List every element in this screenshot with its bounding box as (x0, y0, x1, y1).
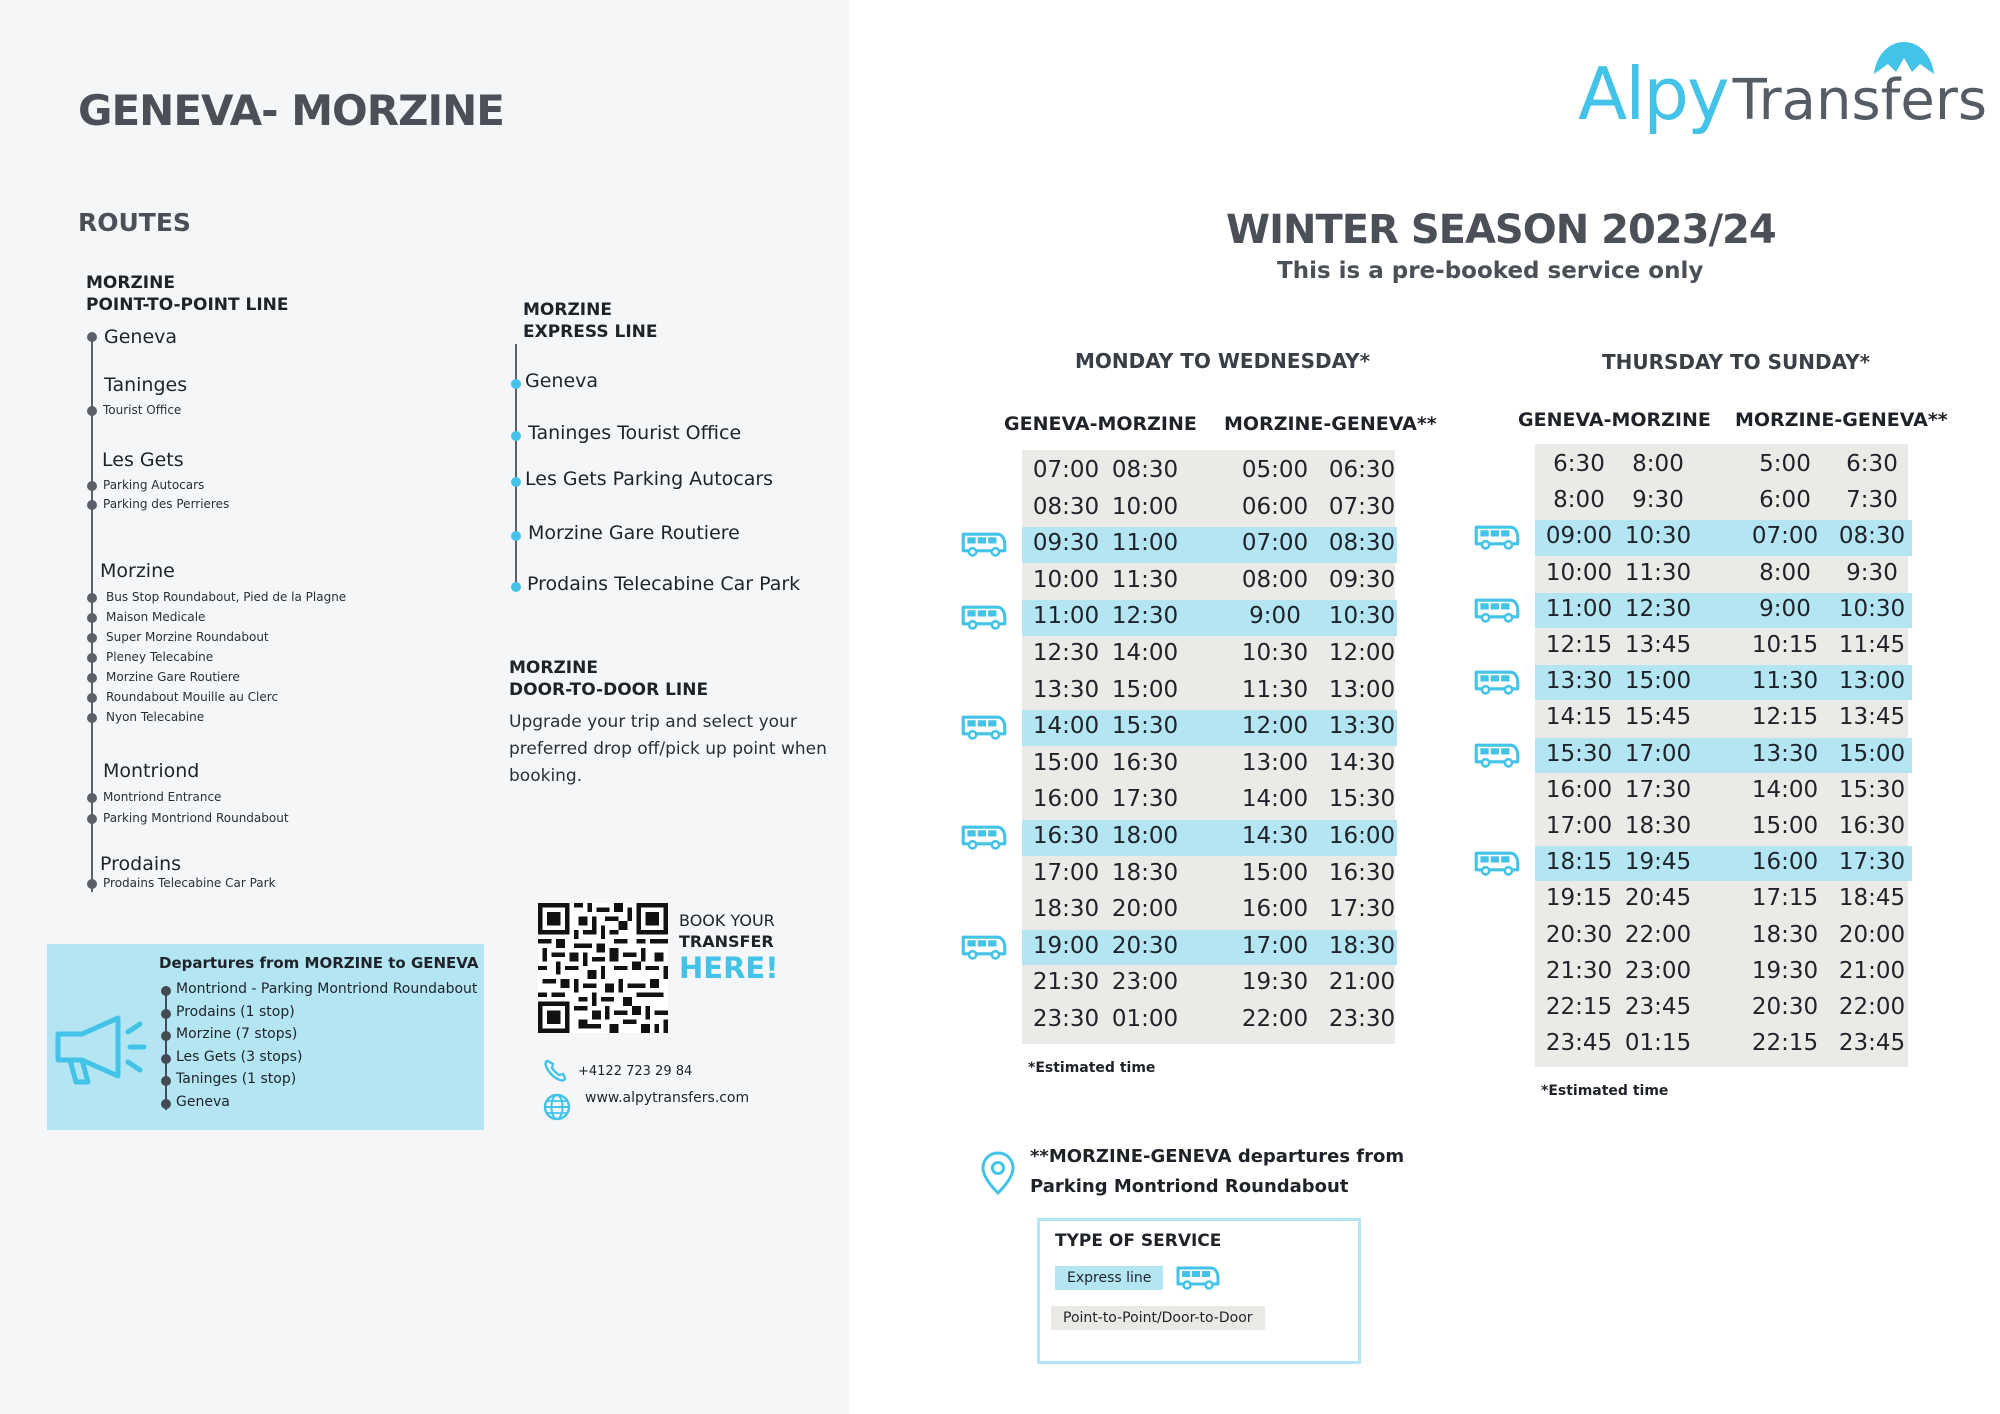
time-cell: 12:30 (1111, 603, 1179, 630)
d2d-title-line2: DOOR-TO-DOOR LINE (509, 680, 709, 700)
time-cell: 16:30 (1838, 813, 1906, 839)
time-cell: 08:00 (1241, 566, 1309, 593)
time-cell: 21:00 (1838, 957, 1906, 984)
p2p-stop-morzine: Morzine (100, 560, 175, 582)
departure-dot (161, 986, 171, 996)
p2p-line-title (86, 272, 289, 316)
time-cell: 08:30 (1838, 523, 1906, 550)
departure-item: Taninges (1 stop) (176, 1071, 297, 1087)
time-cell: 23:00 (1624, 957, 1692, 984)
route-dot (87, 332, 97, 342)
time-cell: 23:45 (1838, 1030, 1906, 1057)
time-cell: 6:00 (1759, 487, 1811, 514)
time-cell: 07:30 (1328, 493, 1396, 520)
time-cell: 13:00 (1838, 668, 1906, 695)
time-cell: 14:30 (1328, 749, 1396, 776)
montriond-departure-note (1030, 1142, 1404, 1202)
phone-icon (543, 1058, 569, 1088)
time-cell: 10:30 (1624, 523, 1692, 550)
timetable-row (1535, 448, 1912, 483)
timetable-row (1535, 701, 1912, 736)
time-cell: 17:30 (1328, 896, 1396, 923)
express-bus-icon (1473, 668, 1521, 699)
time-cell: 13:30 (1032, 676, 1100, 703)
time-cell: 19:00 (1032, 932, 1100, 959)
book-label-line1: BOOK YOUR (679, 911, 775, 930)
time-cell: 10:30 (1838, 595, 1906, 622)
time-cell: 15:00 (1032, 749, 1100, 776)
time-cell: 19:45 (1624, 849, 1692, 876)
p2p-substop: Tourist Office (103, 403, 182, 417)
timetable-row (1535, 629, 1912, 664)
time-cell: 18:30 (1111, 859, 1179, 886)
time-cell: 11:00 (1111, 530, 1179, 557)
schedule-days-heading: THURSDAY TO SUNDAY* (1602, 350, 1871, 374)
express-row (1535, 846, 1912, 881)
time-cell: 23:00 (1111, 969, 1179, 996)
timetable-row (1535, 919, 1912, 954)
express-bus-icon (1175, 1264, 1221, 1294)
route-dot (87, 793, 97, 803)
season-subtitle: This is a pre-booked service only (1277, 258, 1704, 284)
time-cell: 12:15 (1751, 704, 1819, 731)
estimated-time-note: *Estimated time (1028, 1059, 1156, 1076)
p2p-stop-les-gets: Les Gets (102, 449, 184, 471)
website-link[interactable]: www.alpytransfers.com (585, 1090, 750, 1106)
time-cell: 17:30 (1111, 786, 1179, 813)
express-stop: Prodains Telecabine Car Park (527, 573, 801, 595)
time-cell: 14:30 (1241, 823, 1309, 849)
time-cell: 16:30 (1328, 859, 1396, 886)
time-cell: 11:30 (1751, 668, 1819, 695)
time-cell: 10:00 (1032, 566, 1100, 593)
phone-number[interactable]: +4122 723 29 84 (578, 1064, 693, 1079)
time-cell: 12:00 (1328, 640, 1396, 666)
p2p-substop: Roundabout Mouille au Clerc (106, 690, 279, 704)
time-cell: 19:30 (1241, 969, 1309, 996)
time-cell: 18:30 (1624, 813, 1692, 839)
departure-dot (161, 1076, 171, 1086)
megaphone-icon (52, 1010, 148, 1092)
departure-item: Prodains (1 stop) (176, 1003, 295, 1020)
d2d-description: Upgrade your trip and select your preferred drop off/pick up point when booking. (509, 712, 827, 786)
express-bus-icon (1473, 523, 1521, 554)
column-geneva-morzine: GENEVA-MORZINE (1518, 409, 1711, 431)
time-cell: 22:00 (1241, 1006, 1309, 1032)
time-cell: 12:00 (1241, 713, 1309, 740)
time-cell: 17:00 (1545, 813, 1613, 839)
express-bus-icon (1473, 741, 1521, 772)
time-cell: 12:30 (1032, 640, 1100, 666)
time-cell: 11:45 (1838, 632, 1906, 658)
brand-transfers: Transfers (1732, 68, 1988, 133)
time-cell: 6:30 (1553, 451, 1605, 477)
time-cell: 23:45 (1624, 994, 1692, 1020)
time-cell: 05:00 (1241, 457, 1309, 483)
time-cell: 20:30 (1545, 921, 1613, 948)
departure-dot (161, 1054, 171, 1064)
express-bus-icon (960, 603, 1008, 634)
time-cell: 23:45 (1545, 1030, 1613, 1057)
footnote-line1: **MORZINE-GENEVA departures from (1030, 1146, 1405, 1167)
time-cell: 9:30 (1632, 487, 1684, 514)
route-dot (87, 500, 97, 510)
time-cell: 15:30 (1838, 776, 1906, 803)
time-cell: 18:30 (1328, 932, 1396, 959)
timetable-row (1022, 783, 1397, 819)
routes-heading: ROUTES (78, 208, 191, 237)
time-cell: 11:00 (1545, 595, 1613, 622)
timetable-row (1022, 966, 1397, 1002)
time-cell: 20:00 (1111, 896, 1179, 923)
route-dot (87, 879, 97, 889)
time-cell: 22:15 (1545, 994, 1613, 1020)
express-bus-icon (960, 823, 1008, 854)
column-geneva-morzine: GENEVA-MORZINE (1004, 413, 1197, 435)
time-cell: 08:30 (1328, 530, 1396, 557)
time-cell: 14:00 (1751, 776, 1819, 803)
express-row (1022, 527, 1397, 563)
time-cell: 8:00 (1632, 451, 1684, 477)
page-title: GENEVA- MORZINE (78, 86, 504, 135)
timetable-row (1022, 637, 1397, 673)
time-cell: 06:30 (1328, 457, 1396, 483)
timetable-row (1022, 857, 1397, 893)
time-cell: 07:00 (1032, 457, 1100, 483)
time-cell: 7:30 (1846, 487, 1898, 514)
time-cell: 07:00 (1751, 523, 1819, 550)
time-cell: 21:00 (1328, 969, 1396, 996)
time-cell: 23:30 (1032, 1006, 1100, 1032)
time-cell: 13:00 (1328, 676, 1396, 703)
time-cell: 15:30 (1328, 786, 1396, 813)
footnote-line2: Parking Montriond Roundabout (1030, 1176, 1349, 1197)
timetable-row (1022, 674, 1397, 710)
time-cell: 08:30 (1111, 457, 1179, 483)
time-cell: 20:45 (1624, 885, 1692, 912)
time-cell: 18:30 (1751, 921, 1819, 948)
express-stop: Taninges Tourist Office (528, 422, 742, 444)
express-dot (511, 379, 521, 389)
time-cell: 20:00 (1838, 921, 1906, 948)
time-cell: 15:00 (1751, 813, 1819, 839)
timetable-row (1022, 893, 1397, 929)
p2p-substop: Morzine Gare Routiere (106, 670, 240, 684)
time-cell: 22:00 (1624, 921, 1692, 948)
timetable-row (1535, 557, 1912, 592)
time-cell: 16:00 (1545, 776, 1613, 803)
departure-dot (161, 1031, 171, 1041)
time-cell: 11:00 (1032, 603, 1100, 630)
express-dot (511, 531, 521, 541)
timetable-row (1535, 991, 1912, 1026)
time-cell: 9:00 (1249, 603, 1301, 630)
time-cell: 15:45 (1624, 704, 1692, 731)
express-stop: Les Gets Parking Autocars (525, 468, 774, 490)
timetable-row (1535, 1027, 1912, 1062)
departure-item: Montriond - Parking Montriond Roundabout (176, 981, 478, 997)
time-cell: 14:15 (1545, 704, 1613, 731)
p2p-title-line2: POINT-TO-POINT LINE (86, 295, 289, 315)
express-row (1535, 520, 1912, 555)
time-cell: 16:30 (1032, 823, 1100, 849)
time-cell: 13:30 (1751, 740, 1819, 767)
express-row (1535, 593, 1912, 628)
timetable-row (1535, 955, 1912, 990)
estimated-time-note: *Estimated time (1541, 1083, 1669, 1100)
time-cell: 11:30 (1111, 566, 1179, 593)
time-cell: 17:30 (1624, 776, 1692, 803)
time-cell: 22:15 (1751, 1030, 1819, 1057)
book-here-link[interactable]: HERE! (679, 951, 779, 985)
time-cell: 17:15 (1751, 885, 1819, 912)
book-transfer-label (679, 910, 775, 952)
time-cell: 22:00 (1838, 994, 1906, 1020)
p2p-substop: Maison Medicale (106, 610, 206, 624)
timetable-row (1022, 454, 1397, 490)
time-cell: 6:30 (1846, 451, 1898, 477)
time-cell: 15:30 (1545, 740, 1613, 767)
p2p-stop-montriond: Montriond (103, 760, 200, 782)
time-cell: 13:00 (1241, 749, 1309, 776)
express-bus-icon (960, 530, 1008, 561)
time-cell: 21:30 (1545, 957, 1613, 984)
time-cell: 9:30 (1846, 559, 1898, 586)
departure-item: Geneva (176, 1093, 230, 1110)
time-cell: 10:30 (1328, 603, 1396, 630)
express-line-chip: Express line (1055, 1266, 1163, 1290)
time-cell: 16:00 (1751, 849, 1819, 876)
time-cell: 23:30 (1328, 1006, 1396, 1032)
time-cell: 16:00 (1032, 786, 1100, 813)
express-dot (511, 477, 521, 487)
timetable-row (1022, 1003, 1397, 1039)
time-cell: 19:15 (1545, 885, 1613, 912)
express-bus-icon (960, 713, 1008, 744)
time-cell: 08:30 (1032, 493, 1100, 520)
departure-item: Morzine (7 stops) (176, 1026, 298, 1042)
timetable-row (1022, 747, 1397, 783)
express-row (1535, 738, 1912, 773)
route-dot (87, 406, 97, 416)
time-cell: 01:15 (1624, 1030, 1692, 1057)
time-cell: 17:00 (1241, 932, 1309, 959)
time-cell: 20:30 (1751, 994, 1819, 1020)
time-cell: 16:30 (1111, 749, 1179, 776)
time-cell: 01:00 (1111, 1006, 1179, 1032)
time-cell: 15:30 (1111, 713, 1179, 740)
express-row (1535, 665, 1912, 700)
time-cell: 15:00 (1838, 740, 1906, 767)
d2d-line-title (509, 657, 708, 701)
express-dot (511, 431, 521, 441)
location-pin-icon (980, 1150, 1016, 1200)
time-cell: 17:00 (1624, 740, 1692, 767)
express-dot (511, 582, 521, 592)
time-cell: 12:30 (1624, 595, 1692, 622)
route-dot (87, 653, 97, 663)
time-cell: 13:30 (1545, 668, 1613, 695)
express-stop: Morzine Gare Routiere (528, 522, 740, 544)
p2p-substop: Nyon Telecabine (106, 710, 205, 724)
time-cell: 14:00 (1032, 713, 1100, 740)
time-cell: 10:00 (1545, 559, 1613, 586)
express-row (1022, 600, 1397, 636)
time-cell: 8:00 (1759, 559, 1811, 586)
express-bus-icon (960, 933, 1008, 964)
time-cell: 21:30 (1032, 969, 1100, 996)
timetable-row (1535, 774, 1912, 809)
time-cell: 16:00 (1328, 823, 1396, 849)
p2p-substop: Montriond Entrance (103, 790, 222, 804)
time-cell: 09:30 (1328, 566, 1396, 593)
route-dot (87, 613, 97, 623)
p2p-d2d-chip: Point-to-Point/Door-to-Door (1051, 1306, 1265, 1330)
departure-dot (161, 1099, 171, 1109)
service-type-title: TYPE OF SERVICE (1055, 1231, 1222, 1251)
time-cell: 17:00 (1032, 859, 1100, 886)
time-cell: 17:30 (1838, 849, 1906, 876)
route-dot (87, 693, 97, 703)
time-cell: 20:30 (1111, 932, 1179, 959)
time-cell: 14:00 (1111, 640, 1179, 666)
time-cell: 18:30 (1032, 896, 1100, 923)
route-dot (87, 633, 97, 643)
time-cell: 13:45 (1838, 704, 1906, 731)
timetable-row (1022, 491, 1397, 527)
time-cell: 11:30 (1241, 676, 1309, 703)
timetable-row (1535, 484, 1912, 519)
time-cell: 10:00 (1111, 493, 1179, 520)
time-cell: 18:45 (1838, 885, 1906, 912)
time-cell: 14:00 (1241, 786, 1309, 813)
time-cell: 15:00 (1111, 676, 1179, 703)
express-row (1022, 710, 1397, 746)
column-morzine-geneva: MORZINE-GENEVA** (1224, 413, 1437, 435)
time-cell: 13:45 (1624, 632, 1692, 658)
time-cell: 18:15 (1545, 849, 1613, 876)
express-bus-icon (1473, 596, 1521, 627)
route-dot (87, 481, 97, 491)
time-cell: 15:00 (1241, 859, 1309, 886)
route-dot (87, 593, 97, 603)
p2p-stop-taninges: Taninges (104, 374, 188, 396)
route-dot (87, 713, 97, 723)
p2p-substop: Parking Montriond Roundabout (103, 811, 289, 825)
season-title: WINTER SEASON 2023/24 (1226, 207, 1776, 253)
d2d-title-line1: MORZINE (509, 658, 598, 678)
time-cell: 9:00 (1759, 595, 1811, 622)
time-cell: 10:15 (1751, 632, 1819, 658)
p2p-title-line1: MORZINE (86, 273, 175, 293)
time-cell: 09:00 (1545, 523, 1613, 550)
brand-alpy: Alpy (1578, 52, 1728, 136)
time-cell: 18:00 (1111, 823, 1179, 849)
p2p-substop: Parking des Perrieres (103, 497, 230, 511)
timetable-row (1535, 810, 1912, 845)
time-cell: 8:00 (1553, 487, 1605, 514)
express-row (1022, 930, 1397, 966)
p2p-stop-geneva: Geneva (104, 326, 178, 348)
time-cell: 19:30 (1751, 957, 1819, 984)
express-bus-icon (1473, 849, 1521, 880)
time-cell: 07:00 (1241, 530, 1309, 557)
p2p-substop: Super Morzine Roundabout (106, 630, 269, 644)
timetable-row (1535, 882, 1912, 917)
book-label-line2: TRANSFER (679, 932, 774, 951)
qr-code[interactable] (538, 903, 668, 1037)
p2p-substop: Bus Stop Roundabout, Pied de la Plagne (106, 590, 347, 604)
time-cell: 11:30 (1624, 559, 1692, 586)
express-title-line2: EXPRESS LINE (523, 322, 658, 342)
p2p-substop: Parking Autocars (103, 478, 205, 492)
express-line-title (523, 299, 658, 343)
time-cell: 5:00 (1759, 451, 1811, 477)
globe-icon (542, 1092, 572, 1126)
time-cell: 12:15 (1545, 632, 1613, 658)
time-cell: 13:30 (1328, 713, 1396, 740)
express-row (1022, 820, 1397, 856)
p2p-substop: Prodains Telecabine Car Park (103, 876, 276, 890)
express-stop: Geneva (525, 370, 599, 392)
p2p-stop-prodains: Prodains (100, 853, 182, 875)
departure-item: Les Gets (3 stops) (176, 1048, 303, 1065)
route-dot (87, 814, 97, 824)
departure-dot (161, 1009, 171, 1019)
time-cell: 09:30 (1032, 530, 1100, 557)
timetable-row (1022, 564, 1397, 600)
time-cell: 15:00 (1624, 668, 1692, 695)
time-cell: 06:00 (1241, 493, 1309, 520)
time-cell: 10:30 (1241, 640, 1309, 666)
p2p-substop: Pleney Telecabine (106, 650, 214, 664)
time-cell: 16:00 (1241, 896, 1309, 923)
express-title-line1: MORZINE (523, 300, 612, 320)
schedule-days-heading: MONDAY TO WEDNESDAY* (1075, 349, 1371, 373)
mountain-logo-icon (1872, 38, 1936, 82)
column-morzine-geneva: MORZINE-GENEVA** (1735, 409, 1948, 431)
departures-title: Departures from MORZINE to GENEVA (159, 954, 479, 972)
route-dot (87, 673, 97, 683)
